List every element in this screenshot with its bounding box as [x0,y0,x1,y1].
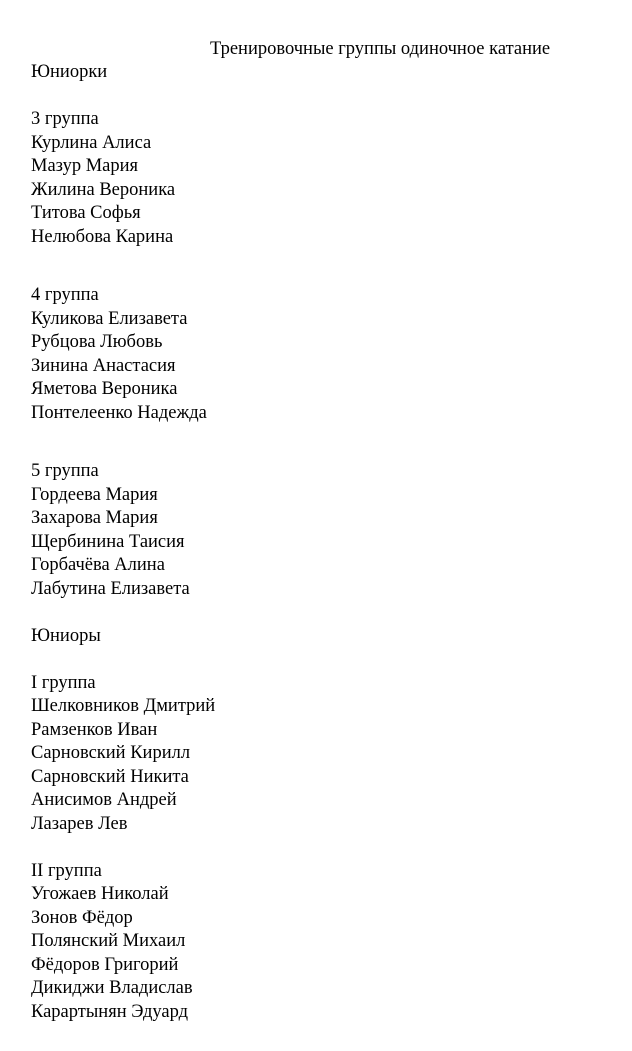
member-name: Карартынян Эдуард [31,1001,189,1022]
member-name: Горбачёва Алина [31,555,165,575]
member-name: Зонов Фёдор [31,907,133,928]
member-name: Титова Софья [31,203,141,223]
member-name: Полянский Михаил [31,931,186,951]
member-name: Яметова Вероника [31,379,178,399]
group-label: 5 группа [31,461,99,481]
member-name: Жилина Вероника [31,179,176,200]
member-name: Рубцова Любовь [31,332,163,352]
member-name: Нелюбова Карина [31,226,174,247]
member-name: Захарова Мария [31,508,158,528]
member-name: Гордеева Мария [31,484,158,505]
member-name: Щербинина Таисия [31,531,185,552]
member-name: Куликова Елизавета [31,308,188,329]
member-name: Лазарев Лев [31,813,128,834]
group-label: 3 группа [31,109,99,129]
member-name: Понтелеенко Надежда [31,402,207,423]
member-name: Курлина Алиса [31,132,152,153]
member-name: Дикиджи Владислав [31,978,193,998]
blank-line [31,601,622,625]
blank-line [31,85,622,109]
member-name: Анисимов Андрей [31,790,177,810]
member-name: Фёдоров Григорий [31,954,179,975]
group-label: 4 группа [31,285,99,305]
member-name: Сарновский Кирилл [31,743,191,763]
member-name: Рамзенков Иван [31,719,158,740]
group-label: II группа [31,860,102,881]
member-name: Лабутина Елизавета [31,578,190,599]
blank-line [31,249,622,284]
member-name: Мазур Мария [31,156,139,176]
blank-line [31,425,622,460]
blank-line [31,648,622,672]
section-heading-juniors-girls: Юниорки [31,62,108,82]
blank-line [31,836,622,860]
document-body [31,61,622,1024]
group-label: I группа [31,672,96,693]
document-title: Тренировочные группы одиночное катание [210,39,551,59]
member-name: Угожаев Николай [31,884,169,904]
member-name: Сарновский Никита [31,766,189,787]
member-name: Зинина Анастасия [31,355,176,376]
member-name: Шелковников Дмитрий [31,696,216,716]
section-heading-juniors-boys: Юниоры [31,625,101,646]
